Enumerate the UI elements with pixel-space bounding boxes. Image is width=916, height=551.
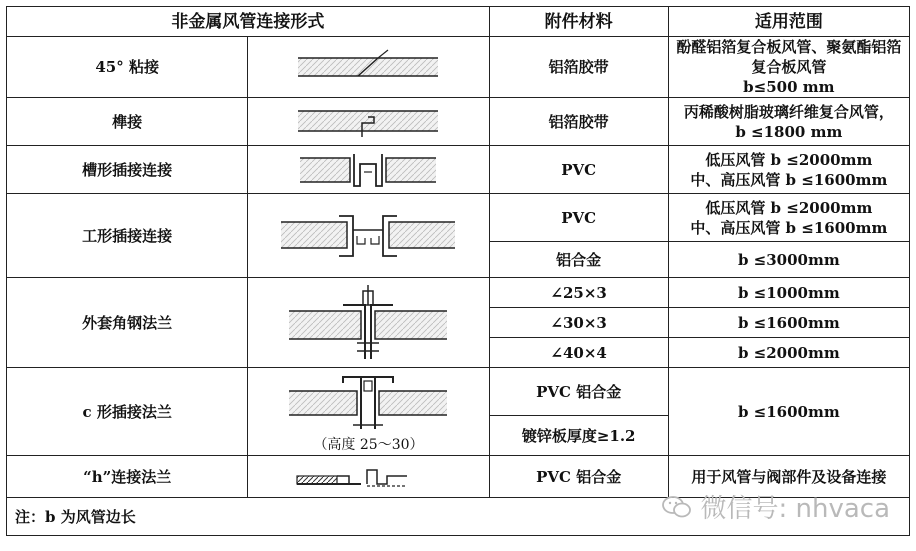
duct-connection-table <box>6 6 910 536</box>
diagram-h-flange <box>248 456 489 498</box>
diagram-tenon <box>248 98 489 146</box>
scope-line: b≤500 mm <box>743 78 835 96</box>
form-cell: 外套角钢法兰 <box>7 278 248 368</box>
form-cell: “h”连接法兰 <box>7 456 248 498</box>
scope-line: b ≤1800 mm <box>735 122 843 141</box>
connection-table-container <box>6 6 910 545</box>
scope-cell <box>668 194 909 242</box>
scope-cell <box>668 37 909 98</box>
scope-cell: b ≤1600mm <box>668 368 909 456</box>
material-cell: PVC <box>489 146 668 194</box>
material-cell: ∠30×3 <box>489 308 668 338</box>
diagram-45-bond <box>248 37 489 98</box>
form-cell: 工形插接连接 <box>7 194 248 278</box>
table-row <box>7 146 910 194</box>
form-cell: c 形插接法兰 <box>7 368 248 456</box>
wechat-icon <box>662 496 692 518</box>
material-cell: 铝箔胶带 <box>489 98 668 146</box>
table-row <box>7 368 910 416</box>
form-cell: 榫接 <box>7 98 248 146</box>
table-note: 注：b 为风管边长 <box>7 498 910 536</box>
header-row <box>7 7 910 37</box>
diagram-angle-flange <box>248 278 489 368</box>
form-cell: 45° 粘接 <box>7 37 248 98</box>
diagram-c-flange <box>248 368 489 456</box>
table-row <box>7 194 910 242</box>
scope-cell: b ≤2000mm <box>668 338 909 368</box>
material-cell: PVC 铝合金 <box>489 368 668 416</box>
material-cell: ∠40×4 <box>489 338 668 368</box>
scope-line: 酚醛铝箔复合板风管、聚氨酯铝箔复合板风管 <box>676 38 902 76</box>
header-material: 附件材料 <box>489 7 668 37</box>
header-form: 非金属风管连接形式 <box>7 7 490 37</box>
table-row <box>7 278 910 308</box>
header-scope: 适用范围 <box>668 7 909 37</box>
table-row <box>7 37 910 98</box>
scope-line: 低压风管 b ≤2000mm <box>705 198 873 217</box>
scope-cell: b ≤3000mm <box>668 242 909 278</box>
material-cell: 镀锌板厚度≥1.2 <box>489 416 668 456</box>
material-cell: PVC 铝合金 <box>489 456 668 498</box>
scope-line: 低压风管 b ≤2000mm <box>705 150 873 169</box>
scope-cell <box>668 146 909 194</box>
material-cell: ∠25×3 <box>489 278 668 308</box>
scope-cell: b ≤1000mm <box>668 278 909 308</box>
form-cell: 槽形插接连接 <box>7 146 248 194</box>
scope-line: 丙稀酸树脂玻璃纤维复合风管， <box>683 102 894 121</box>
table-row <box>7 98 910 146</box>
scope-cell: 用于风管与阀部件及设备连接 <box>668 456 909 498</box>
diagram-i-insert <box>248 194 489 278</box>
diagram-channel-insert <box>248 146 489 194</box>
watermark <box>662 488 890 525</box>
material-cell: 铝合金 <box>489 242 668 278</box>
diagram-caption: （高度 25～30） <box>313 436 424 453</box>
material-cell: 铝箔胶带 <box>489 37 668 98</box>
material-cell: PVC <box>489 194 668 242</box>
watermark-text: 微信号: nhvaca <box>700 494 890 524</box>
scope-cell <box>668 98 909 146</box>
scope-cell: b ≤1600mm <box>668 308 909 338</box>
scope-line: 中、高压风管 b ≤1600mm <box>690 170 888 189</box>
scope-line: 中、高压风管 b ≤1600mm <box>690 218 888 237</box>
